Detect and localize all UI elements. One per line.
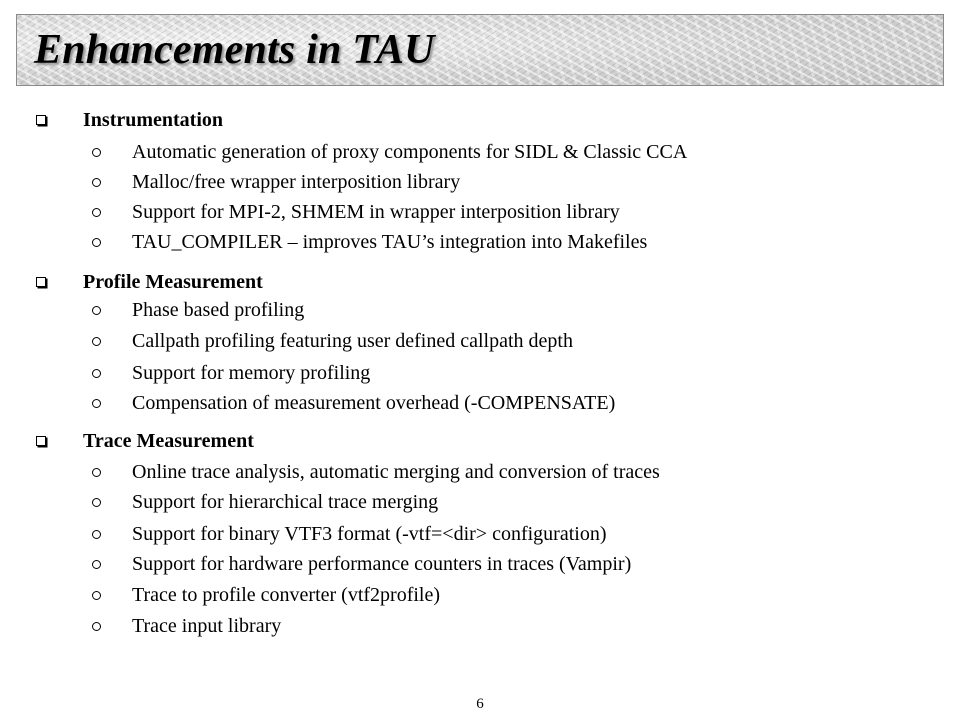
ring-bullet-icon: [92, 369, 101, 378]
list-item: [92, 488, 438, 516]
list-item: [92, 389, 615, 417]
list-item-label: Phase based profiling: [132, 299, 305, 321]
list-item-label: Support for binary VTF3 format (-vtf=<dir> configuration): [132, 523, 607, 545]
list-item-label: Compensation of measurement overhead (-COMPENSATE): [132, 392, 616, 414]
list-item: [92, 138, 687, 166]
list-item-label: Callpath profiling featuring user defined callpath depth: [132, 330, 573, 352]
ring-bullet-icon: [92, 337, 101, 346]
list-item: [92, 550, 631, 578]
ring-bullet-icon: [92, 178, 101, 187]
list-item: [92, 612, 281, 640]
section-heading: [36, 268, 263, 296]
list-item-label: Automatic generation of proxy components for SIDL & Classic CCA: [132, 141, 688, 163]
ring-bullet-icon: [92, 208, 101, 217]
list-item-label: Trace input library: [132, 615, 282, 637]
list-item-label: TAU_COMPILER – improves TAU’s integration into Makefiles: [132, 231, 648, 253]
square-bullet-icon: [36, 436, 46, 446]
page-number: 6: [476, 696, 484, 712]
square-bullet-icon: [36, 115, 46, 125]
list-item: [92, 198, 620, 226]
list-item: [92, 168, 460, 196]
ring-bullet-icon: [92, 238, 101, 247]
list-item: [92, 296, 304, 324]
ring-bullet-icon: [92, 399, 101, 408]
list-item-label: Support for MPI-2, SHMEM in wrapper interposition library: [132, 201, 620, 223]
section-heading-label: Trace Measurement: [83, 430, 254, 452]
slide-title: Enhancements in TAU: [34, 27, 435, 73]
list-item: [92, 520, 606, 548]
list-item: [92, 581, 440, 609]
list-item-label: Trace to profile converter (vtf2profile): [132, 584, 441, 606]
section-heading-label: Profile Measurement: [83, 271, 263, 293]
section-heading: [36, 106, 223, 134]
ring-bullet-icon: [92, 468, 101, 477]
ring-bullet-icon: [92, 530, 101, 539]
list-item-label: Support for memory profiling: [132, 362, 371, 384]
square-bullet-icon: [36, 277, 46, 287]
list-item: [92, 228, 647, 256]
list-item: [92, 359, 370, 387]
ring-bullet-icon: [92, 498, 101, 507]
ring-bullet-icon: [92, 560, 101, 569]
list-item-label: Malloc/free wrapper interposition library: [132, 171, 461, 193]
list-item: [92, 458, 660, 486]
list-item: [92, 327, 573, 355]
ring-bullet-icon: [92, 306, 101, 315]
ring-bullet-icon: [92, 148, 101, 157]
list-item-label: Support for hardware performance counters in traces (Vampir): [132, 553, 632, 575]
ring-bullet-icon: [92, 591, 101, 600]
list-item-label: Support for hierarchical trace merging: [132, 491, 439, 513]
ring-bullet-icon: [92, 622, 101, 631]
section-heading: [36, 427, 254, 455]
section-heading-label: Instrumentation: [83, 109, 224, 131]
list-item-label: Online trace analysis, automatic merging and conversion of traces: [132, 461, 660, 483]
